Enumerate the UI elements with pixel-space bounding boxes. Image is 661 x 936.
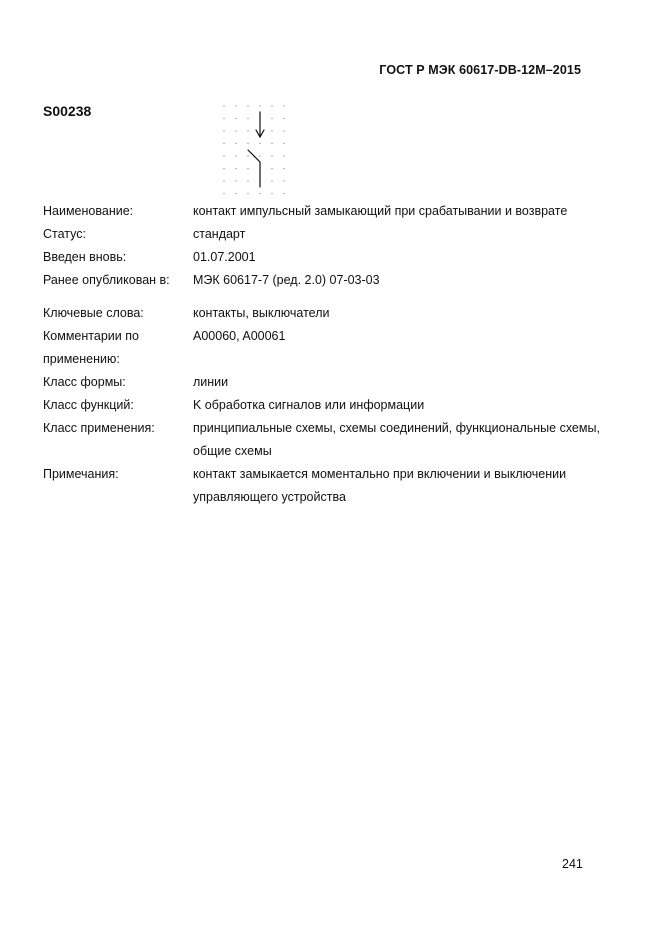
grid-dot <box>223 105 224 106</box>
grid-dot <box>235 143 236 144</box>
impulse-contact-symbol-icon <box>218 100 293 200</box>
field-value: контакт импульсный замыкающий при срабатывании и возврате <box>193 204 568 218</box>
grid-dot <box>247 105 248 106</box>
page-number: 241 <box>562 857 583 871</box>
grid-dot <box>271 130 272 131</box>
grid-dot <box>247 118 248 119</box>
field-label: Комментарии по применению: <box>43 329 139 366</box>
grid-dot <box>259 155 260 156</box>
grid-dot <box>271 118 272 119</box>
grid-dot <box>223 118 224 119</box>
grid-dot <box>259 105 260 106</box>
grid-dot <box>247 130 248 131</box>
field-label: Статус: <box>43 227 86 241</box>
grid-dot <box>235 193 236 194</box>
field-row-previously-published <box>43 269 603 292</box>
field-row-shape-class <box>43 371 603 394</box>
grid-dot <box>223 193 224 194</box>
grid-dot <box>235 180 236 181</box>
field-row-application-notes <box>43 325 603 371</box>
grid-dot <box>283 118 284 119</box>
grid-dot <box>271 105 272 106</box>
grid-dot <box>283 180 284 181</box>
field-label: Наименование: <box>43 204 134 218</box>
grid-dot <box>283 130 284 131</box>
grid-dot <box>235 168 236 169</box>
document-code: ГОСТ Р МЭК 60617-DB-12M–2015 <box>379 63 581 77</box>
field-value: 01.07.2001 <box>193 250 256 264</box>
grid-dot <box>223 143 224 144</box>
field-label: Примечания: <box>43 467 119 481</box>
grid-dot <box>247 180 248 181</box>
grid-dot <box>223 130 224 131</box>
grid-dot <box>271 168 272 169</box>
field-label: Ключевые слова: <box>43 306 144 320</box>
field-label: Класс функций: <box>43 398 134 412</box>
field-value: контакты, выключатели <box>193 306 330 320</box>
field-label: Класс формы: <box>43 375 126 389</box>
field-label: Ранее опубликован в: <box>43 273 170 287</box>
field-value: линии <box>193 375 229 389</box>
field-row-name <box>43 200 603 223</box>
grid-dot <box>271 193 272 194</box>
field-row-keywords <box>43 302 603 325</box>
grid-dot <box>223 180 224 181</box>
grid-dot <box>235 118 236 119</box>
grid-dot <box>283 105 284 106</box>
grid-dot <box>271 143 272 144</box>
field-value: принципиальные схемы, схемы соединений, функциональные схемы, общие схемы <box>193 421 600 458</box>
field-label: Класс применения: <box>43 421 155 435</box>
grid-dot <box>223 155 224 156</box>
grid-dot <box>247 143 248 144</box>
grid-dot <box>259 143 260 144</box>
grid-dot <box>247 193 248 194</box>
symbol-code: S00238 <box>43 103 92 119</box>
field-row-status <box>43 223 603 246</box>
field-value: МЭК 60617-7 (ред. 2.0) 07-03-03 <box>193 273 380 287</box>
grid-dot <box>283 168 284 169</box>
grid-dot <box>235 130 236 131</box>
grid-dot <box>223 168 224 169</box>
grid-dot <box>283 155 284 156</box>
field-value: контакт замыкается моментально при включении и выключении управляющего устройства <box>193 467 567 504</box>
field-row-introduced <box>43 246 603 269</box>
symbol-attributes-table <box>43 200 603 509</box>
grid-dots <box>223 105 284 194</box>
field-row-application-class <box>43 417 603 463</box>
grid-dot <box>283 193 284 194</box>
field-value: стандарт <box>193 227 246 241</box>
field-label: Введен вновь: <box>43 250 127 264</box>
grid-dot <box>271 155 272 156</box>
grid-dot <box>283 143 284 144</box>
contact-blade <box>248 150 260 162</box>
field-value: A00060, A00061 <box>193 329 286 343</box>
field-row-function-class <box>43 394 603 417</box>
field-value: K обработка сигналов или информации <box>193 398 425 412</box>
grid-dot <box>247 168 248 169</box>
grid-dot <box>247 155 248 156</box>
grid-dot <box>235 155 236 156</box>
grid-dot <box>271 180 272 181</box>
grid-dot <box>235 105 236 106</box>
field-row-notes <box>43 463 603 509</box>
grid-dot <box>259 193 260 194</box>
